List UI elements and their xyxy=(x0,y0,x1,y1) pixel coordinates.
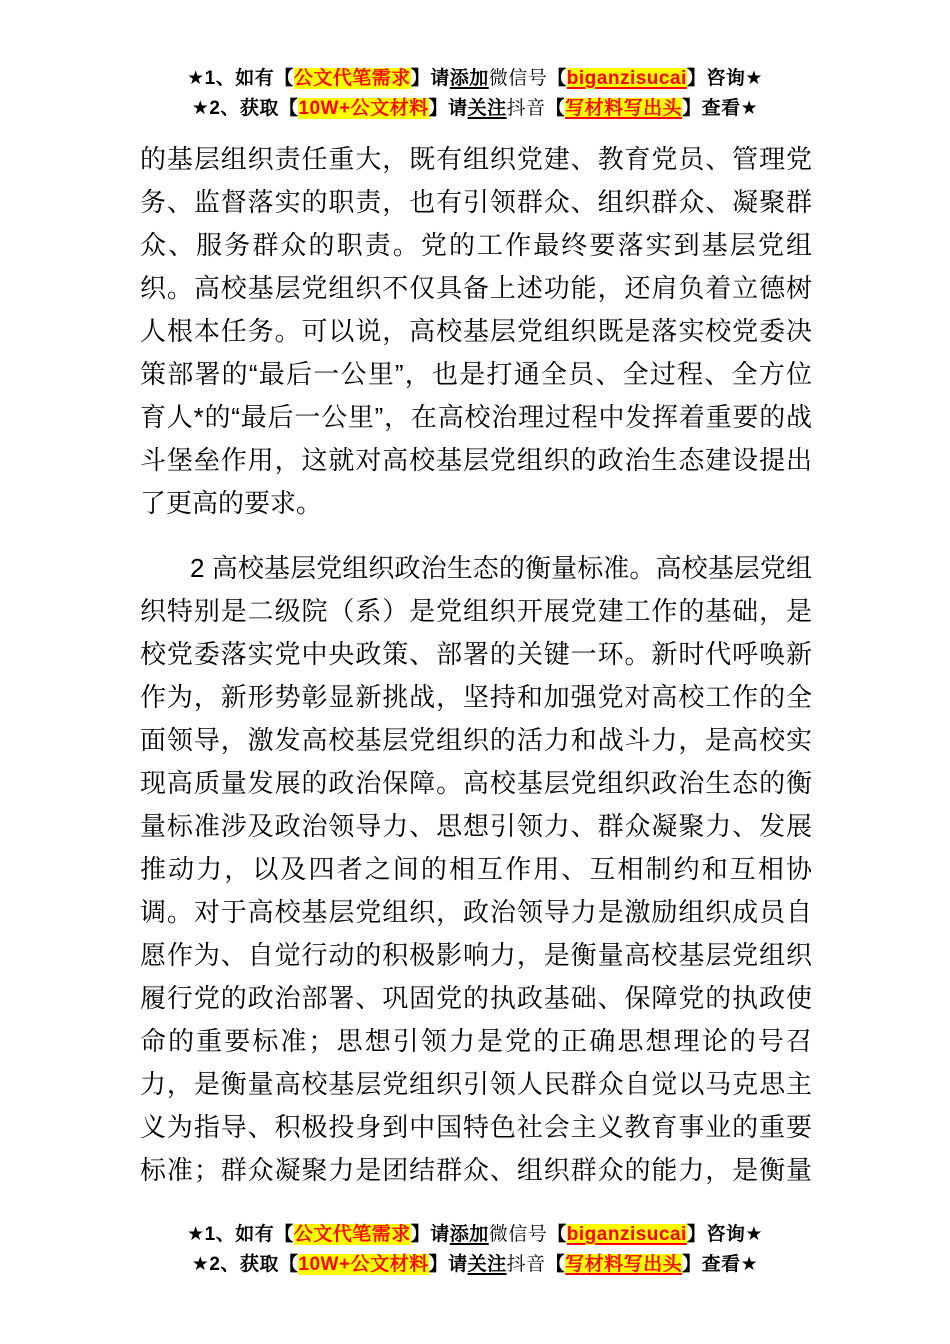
promo-underlined-term: 添加 xyxy=(449,68,489,89)
promo-highlighted-term: 写材料写出头 xyxy=(565,1254,683,1275)
body-text-line: 力，是衡量高校基层党组织引领人民群众自觉以马克思主 xyxy=(140,1069,812,1099)
body-text-line: 推动力，以及四者之间的相互作用、互相制约和互相协 xyxy=(140,854,812,884)
body-text-line: 2 高校基层党组织政治生态的衡量标准。高校基层党组 xyxy=(190,553,812,583)
body-text-line: 众、服务群众的职责。党的工作最终要落实到基层党组 xyxy=(140,230,812,260)
promo-line xyxy=(0,1220,950,1250)
body-text-line: 量标准涉及政治领导力、思想引领力、群众凝聚力、发展 xyxy=(140,811,812,841)
body-text-line: 面领导，激发高校基层党组织的活力和战斗力，是高校实 xyxy=(140,725,812,755)
promo-text: ★1、如有【 xyxy=(187,68,294,89)
promo-footer xyxy=(0,1220,950,1280)
promo-highlighted-term: 10W+公文材料 xyxy=(298,98,429,119)
promo-highlighted-term: biganzisucai xyxy=(566,1224,687,1245)
body-text-line: 斗堡垒作用，这就对高校基层党组织的政治生态建设提出 xyxy=(140,445,812,475)
body-text-line: 调。对于高校基层党组织，政治领导力是激励组织成员自 xyxy=(140,897,812,927)
promo-text: 抖音 xyxy=(506,98,546,119)
body-text-line: 织。高校基层党组织不仅具备上述功能，还肩负着立德树 xyxy=(140,273,812,303)
promo-text: 】咨询★ xyxy=(686,1224,763,1245)
body-text-line: 义为指导、积极投身到中国特色社会主义教育事业的重要 xyxy=(140,1112,812,1142)
body-text-line: 校党委落实党中央政策、部署的关键一环。新时代呼唤新 xyxy=(140,639,812,669)
body-text-line: 育人*的“最后一公里”，在高校治理过程中发挥着重要的战 xyxy=(140,402,812,432)
promo-header xyxy=(0,0,950,124)
paragraph xyxy=(140,138,812,525)
body-text-line: 人根本任务。可以说，高校基层党组织既是落实校党委决 xyxy=(140,316,812,346)
promo-line xyxy=(0,64,950,94)
promo-line xyxy=(0,94,950,124)
promo-text: 】请 xyxy=(410,1224,450,1245)
promo-text: 】查看★ xyxy=(682,98,759,119)
promo-highlighted-term: biganzisucai xyxy=(566,68,687,89)
promo-text: ★2、获取【 xyxy=(191,98,299,119)
promo-underlined-term: 添加 xyxy=(449,1224,489,1245)
promo-text: 】请 xyxy=(428,98,468,119)
promo-text: 抖音 xyxy=(506,1254,546,1275)
promo-highlighted-term: 公文代笔需求 xyxy=(293,68,411,89)
document-body xyxy=(140,138,812,1192)
promo-text: 】请 xyxy=(410,68,450,89)
promo-text: 【 xyxy=(545,1254,566,1275)
body-text-line: 的基层组织责任重大，既有组织党建、教育党员、管理党 xyxy=(140,144,812,174)
body-text-line: 命的重要标准；思想引领力是党的正确思想理论的号召 xyxy=(140,1026,812,1056)
body-text-line: 了更高的要求。 xyxy=(140,488,323,518)
promo-highlighted-term: 写材料写出头 xyxy=(565,98,683,119)
promo-text: ★1、如有【 xyxy=(187,1224,294,1245)
body-text-line: 履行党的政治部署、巩固党的执政基础、保障党的执政使 xyxy=(140,983,812,1013)
body-text-line: 务、监督落实的职责，也有引领群众、组织群众、凝聚群 xyxy=(140,187,812,217)
promo-highlighted-term: 10W+公文材料 xyxy=(298,1254,429,1275)
promo-underlined-term: 关注 xyxy=(467,1254,507,1275)
promo-text: 】咨询★ xyxy=(686,68,763,89)
promo-underlined-term: 关注 xyxy=(467,98,507,119)
promo-text: 【 xyxy=(545,98,566,119)
promo-text: 】请 xyxy=(428,1254,468,1275)
promo-text: 微信号 xyxy=(488,68,548,89)
body-text-line: 策部署的“最后一公里”，也是打通全员、全过程、全方位 xyxy=(140,359,812,389)
body-text-line: 织特别是二级院（系）是党组织开展党建工作的基础，是 xyxy=(140,596,812,626)
body-text-line: 标准；群众凝聚力是团结群众、组织群众的能力，是衡量 xyxy=(140,1155,812,1185)
body-text-line: 愿作为、自觉行动的积极影响力，是衡量高校基层党组织 xyxy=(140,940,812,970)
promo-line xyxy=(0,1250,950,1280)
promo-highlighted-term: 公文代笔需求 xyxy=(293,1224,411,1245)
promo-text: 】查看★ xyxy=(682,1254,759,1275)
body-text-line: 现高质量发展的政治保障。高校基层党组织政治生态的衡 xyxy=(140,768,812,798)
promo-text: 微信号 xyxy=(488,1224,548,1245)
paragraph xyxy=(140,547,812,1192)
promo-text: 【 xyxy=(547,1224,567,1245)
promo-text: 【 xyxy=(547,68,567,89)
body-text-line: 作为，新形势彰显新挑战，坚持和加强党对高校工作的全 xyxy=(140,682,812,712)
promo-text: ★2、获取【 xyxy=(191,1254,299,1275)
